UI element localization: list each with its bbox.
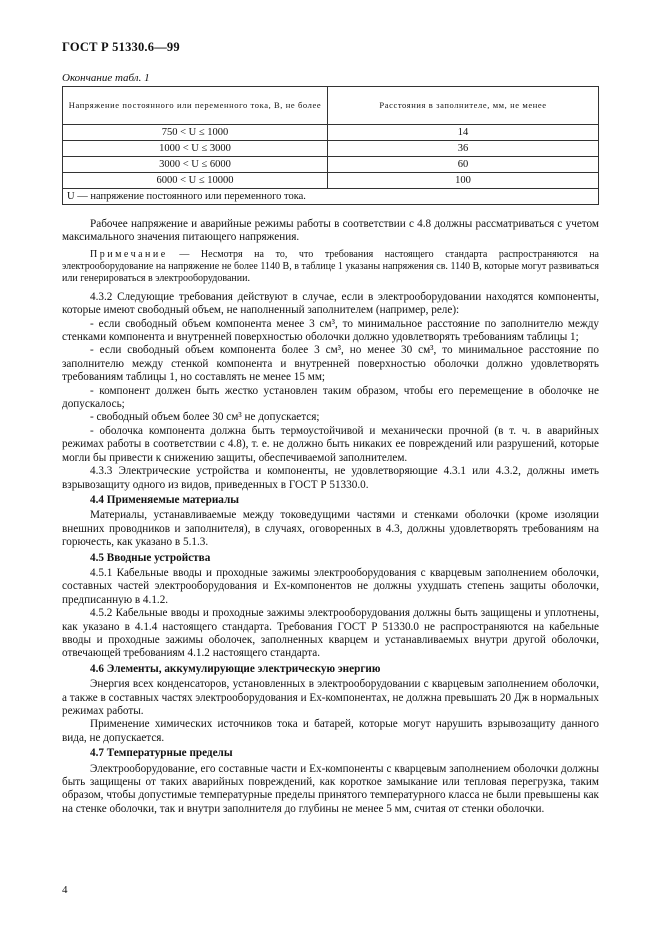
paragraph-4-5-2: 4.5.2 Кабельные вводы и проходные зажимы электрооборудования должны быть защищены и уплотнены, как указано в 4.1.4 настоящего стандарта. Требования ГОСТ Р 51330.0 не распространяются на кабельные вводы и проходные зажимы оболочек, заполненных кварцем и устанавливаемых внутри другой оболочки, отвечающей требованиям 4.1.2 настоящего стандарта. (62, 607, 599, 660)
section-heading-4-5: 4.5 Вводные устройства (90, 551, 211, 564)
paragraph: Электрооборудование, его составные части и Ех-компоненты с кварцевым заполнением оболочки должны быть защищены от таких аварийных повреждений, как короткое замыкание или тепловая перегрузка, таким образом, чтобы допустимые температурные пределы принятого температурного класса не были превышены как на стенке оболочки, так и внутри заполнителя до глубины не менее 5 мм, считая от стенки оболочки. (62, 762, 599, 815)
body-text (62, 218, 599, 816)
section-heading-4-7: 4.7 Температурные пределы (90, 747, 233, 760)
list-item: - свободный объем более 30 см³ не допускается; (90, 411, 320, 424)
list-item: - если свободный объем компонента менее 3 см³, то минимальное расстояние по заполнителю между стенками компонента и внутренней поверхностью оболочки должно удовлетворять требованиям таблицы 1; (62, 317, 599, 344)
section-heading-4-6: 4.6 Элементы, аккумулирующие электрическую энергию (90, 662, 381, 675)
table-row (63, 141, 599, 157)
voltage-distance-table (62, 86, 599, 205)
distance-cell: 60 (328, 157, 599, 173)
page-number: 4 (62, 884, 68, 896)
paragraph-4-3-3: 4.3.3 Электрические устройства и компоненты, не удовлетворяющие 4.3.1 или 4.3.2, должны иметь взрывозащиту одного из видов, приведенных в ГОСТ Р 51330.0. (62, 465, 599, 491)
list-item: - оболочка компонента должна быть термоустойчивой и механически прочной (в т. ч. в аварийных режимах работы в соответствии с 4.8), т. е. не должно быть никаких ее повреждений или разрушений, которые могли бы привести к снижению защиты, обеспечиваемой заполнителем. (62, 424, 599, 464)
distance-cell: 36 (328, 141, 599, 157)
paragraph-4-3-2: 4.3.2 Следующие требования действуют в случае, если в электрооборудовании находятся компоненты, которые имеют свободный объем, не наполненный заполнителем (например, реле): (62, 290, 599, 317)
col-header-distance: Расстояния в заполнителе, мм, не менее (328, 87, 599, 125)
table-row (63, 157, 599, 173)
list-item: - если свободный объем компонента более 3 см³, но менее 30 см³, то минимальное расстояние по заполнителю между стенкой компонента и внутренней поверхностью оболочки должно удовлетворять требованиям таблицы 1, но составлять не менее 15 мм; (62, 344, 599, 384)
distance-cell: 14 (328, 125, 599, 141)
section-heading-4-4: 4.4 Применяемые материалы (90, 493, 239, 506)
note-text: — Несмотря на то, что требования настоящего стандарта распространяются на электрооборудование на напряжение не более 1140 В, в таблице 1 указаны напряжения св. 1140 В, которые могут развиваться или генерироваться в электрооборудовании. (62, 248, 599, 284)
table-row (63, 125, 599, 141)
table-footnote: U — напряжение постоянного или переменного тока. (63, 189, 599, 205)
voltage-cell: 750 < U ≤ 1000 (63, 125, 328, 141)
note (62, 249, 599, 285)
paragraph: Рабочее напряжение и аварийные режимы работы в соответствии с 4.8 должны рассматриваться с учетом максимального значения питающего напряжения. (62, 218, 599, 244)
paragraph-4-5-1: 4.5.1 Кабельные вводы и проходные зажимы электрооборудования с кварцевым заполнением оболочки, составных частей электрооборудования и Ех-компонентов не должны ухудшать степень защиты оболочки, предписанную в 4.1.2. (62, 566, 599, 606)
table-footnote-row (63, 189, 599, 205)
col-header-voltage: Напряжение постоянного или переменного тока, В, не более (63, 87, 328, 125)
voltage-cell: 3000 < U ≤ 6000 (63, 157, 328, 173)
table-caption: Окончание табл. 1 (62, 72, 150, 84)
voltage-cell: 1000 < U ≤ 3000 (63, 141, 328, 157)
table-header-row (63, 87, 599, 125)
distance-cell: 100 (328, 173, 599, 189)
voltage-cell: 6000 < U ≤ 10000 (63, 173, 328, 189)
paragraph: Энергия всех конденсаторов, установленных в электрооборудовании с кварцевым заполнением оболочки, а также в составных частях электрооборудования и Ех-компонентах, не должна превышать 20 Дж в нормальных режимах работы. (62, 678, 599, 717)
paragraph: Материалы, устанавливаемые между токоведущими частями и стенками оболочки (кроме изоляции внешних проводников и заполнителя), в случаях, оговоренных в 4.3, должны удовлетворять требованиям на горючесть, как указано в 5.1.3. (62, 509, 599, 549)
paragraph: Применение химических источников тока и батарей, которые могут нарушить взрывозащиту данного вида, не допускается. (62, 718, 599, 744)
list-item: - компонент должен быть жестко установлен таким образом, чтобы его перемещение в оболочке не допускалось; (62, 384, 599, 411)
note-label: Примечание (90, 248, 168, 260)
table-row (63, 173, 599, 189)
document-code: ГОСТ Р 51330.6—99 (62, 40, 180, 54)
